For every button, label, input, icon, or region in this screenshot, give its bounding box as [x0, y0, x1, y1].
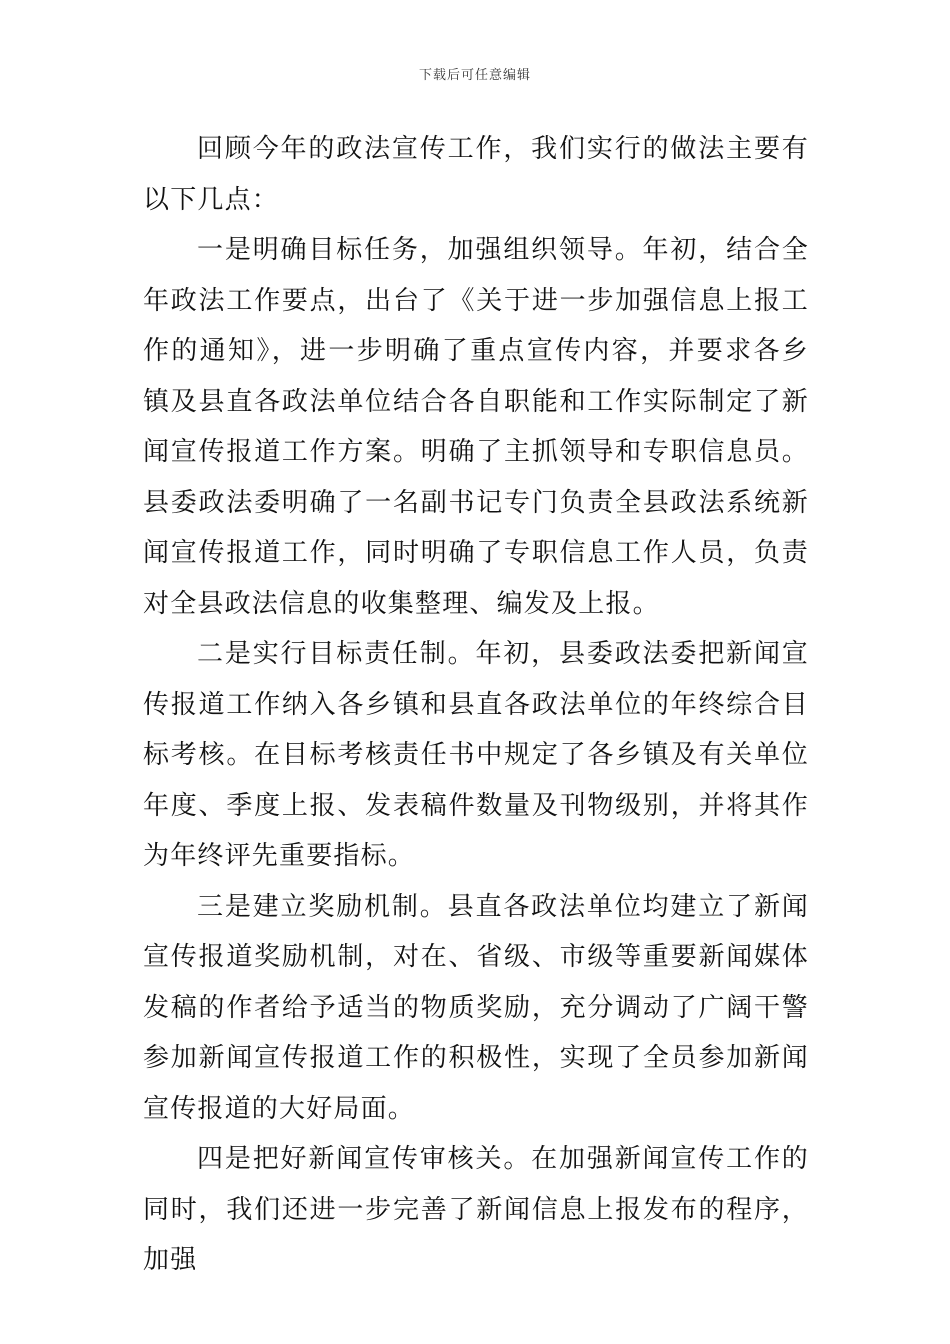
paragraph-intro: 回顾今年的政法宣传工作，我们实行的做法主要有以下几点： — [143, 134, 809, 215]
paragraph-point-one: 一是明确目标任务，加强组织领导。年初，结合全年政法工作要点，出台了《关于进一步加强信息上报工作的通知》，进一步明确了重点宣传内容，并要求各乡镇及县直各政法单位结合各自职能和工作实际制定了新闻宣传报道工作方案。明确了主抓领导和专职信息员。县委政法委明确了一名副书记专门负责全县政法系统新闻宣传报道工作，同时明确了专职信息工作人员，负责对全县政法信息的收集整理、编发及上报。 — [143, 235, 809, 619]
document-body — [143, 124, 809, 1286]
paragraph-point-two: 二是实行目标责任制。年初，县委政法委把新闻宣传报道工作纳入各乡镇和县直各政法单位的年终综合目标考核。在目标考核责任书中规定了各乡镇及有关单位年度、季度上报、发表稿件数量及刊物级别，并将其作为年终评先重要指标。 — [143, 639, 809, 871]
page-header-note: 下载后可任意编辑 — [418, 68, 531, 83]
paragraph-point-three: 三是建立奖励机制。县直各政法单位均建立了新闻宣传报道奖励机制，对在、省级、市级等重要新闻媒体发稿的作者给予适当的物质奖励，充分调动了广阔干警参加新闻宣传报道工作的积极性，实现了全员参加新闻宣传报道的大好局面。 — [143, 891, 809, 1124]
paragraph-point-four: 四是把好新闻宣传审核关。在加强新闻宣传工作的同时，我们还进一步完善了新闻信息上报发布的程序，加强 — [143, 1144, 809, 1275]
